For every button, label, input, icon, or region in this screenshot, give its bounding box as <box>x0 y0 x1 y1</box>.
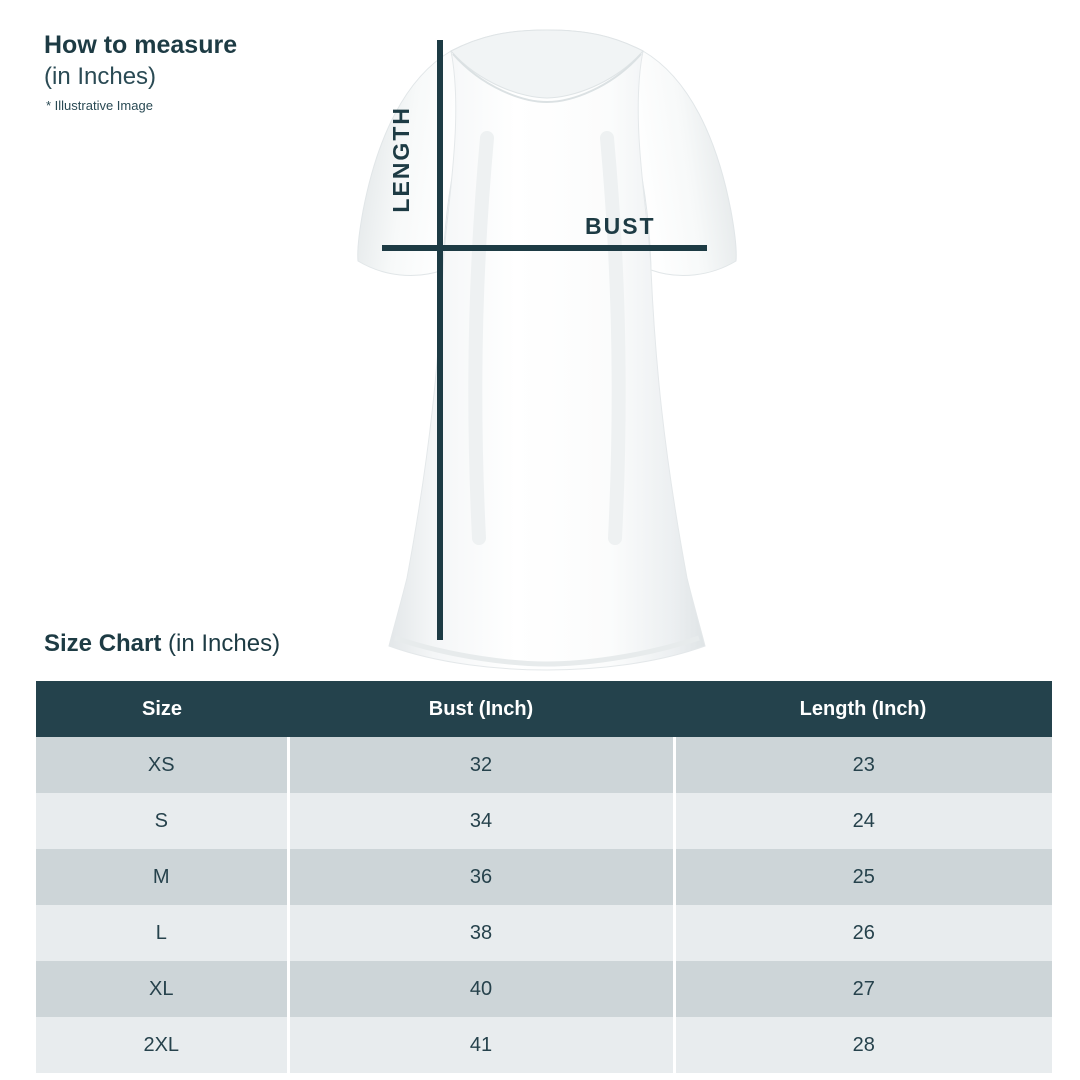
table-header-row <box>36 681 1052 737</box>
table-row <box>36 737 1052 793</box>
column-header-size: Size <box>36 681 288 737</box>
cell-length: 23 <box>674 737 1052 793</box>
column-header-bust: Bust (Inch) <box>288 681 674 737</box>
cell-size: XL <box>36 961 288 1017</box>
size-chart-heading <box>44 630 280 658</box>
how-to-measure-units: (in Inches) <box>44 63 157 90</box>
cell-size: L <box>36 905 288 961</box>
illustrative-image-note: * Illustrative Image <box>46 98 153 113</box>
table-row <box>36 793 1052 849</box>
how-to-measure-title: How to measure <box>44 31 238 59</box>
cell-length: 24 <box>674 793 1052 849</box>
cell-bust: 34 <box>288 793 674 849</box>
cell-length: 26 <box>674 905 1052 961</box>
size-chart-table-head <box>36 681 1052 737</box>
tshirt-svg <box>255 18 825 678</box>
size-chart-table <box>36 681 1052 1073</box>
size-chart-table-body <box>36 737 1052 1073</box>
cell-size: XS <box>36 737 288 793</box>
table-row <box>36 905 1052 961</box>
table-row <box>36 849 1052 905</box>
size-chart-heading-bold: Size Chart <box>44 630 162 657</box>
column-header-length: Length (Inch) <box>674 681 1052 737</box>
table-row <box>36 961 1052 1017</box>
cell-bust: 40 <box>288 961 674 1017</box>
cell-size: 2XL <box>36 1017 288 1073</box>
cell-size: S <box>36 793 288 849</box>
cell-bust: 41 <box>288 1017 674 1073</box>
cell-size: M <box>36 849 288 905</box>
length-label: LENGTH <box>388 106 414 213</box>
cell-bust: 32 <box>288 737 674 793</box>
bust-label: BUST <box>585 213 656 239</box>
tshirt-illustration <box>255 18 825 678</box>
cell-length: 27 <box>674 961 1052 1017</box>
cell-bust: 38 <box>288 905 674 961</box>
cell-length: 28 <box>674 1017 1052 1073</box>
cell-length: 25 <box>674 849 1052 905</box>
size-chart-heading-units: (in Inches) <box>168 630 281 657</box>
table-row <box>36 1017 1052 1073</box>
cell-bust: 36 <box>288 849 674 905</box>
